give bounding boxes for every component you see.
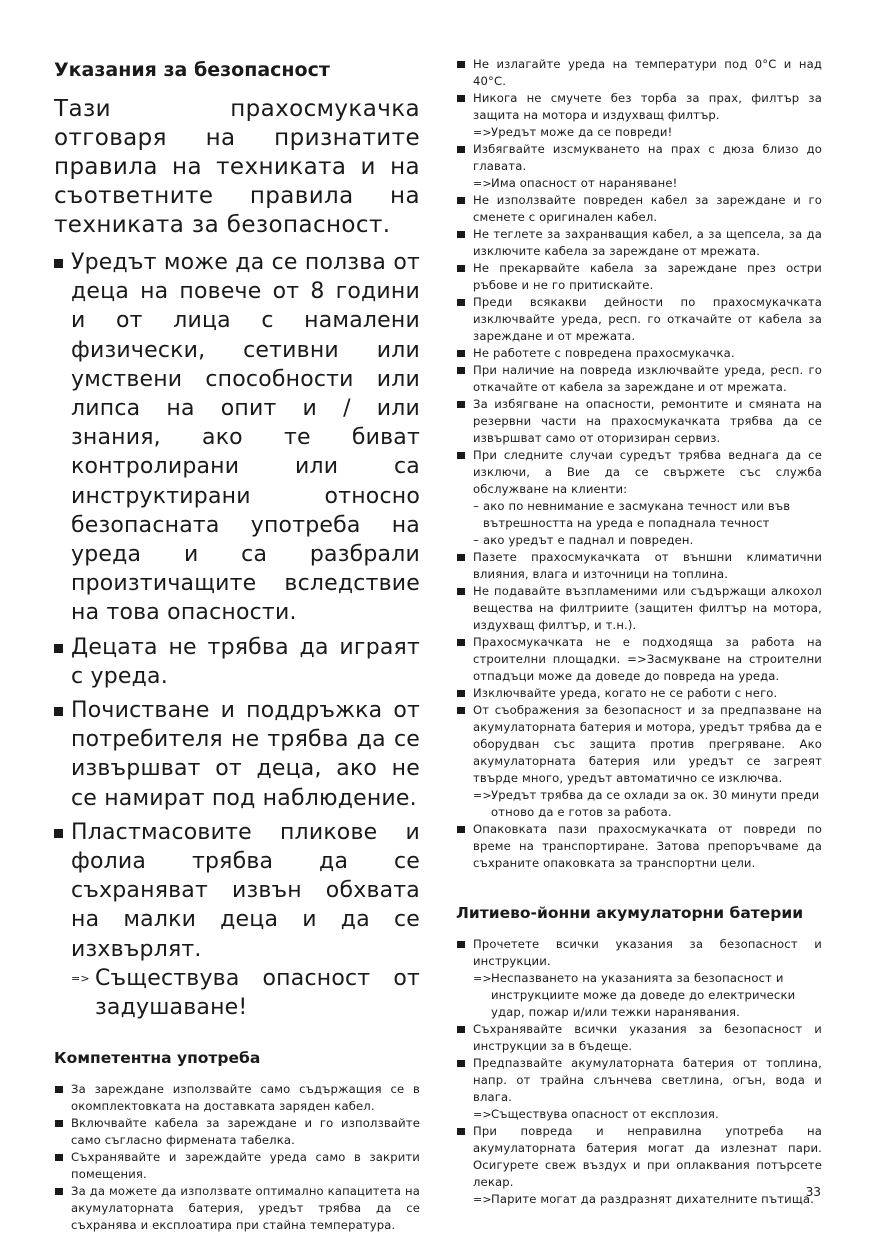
bullet-icon — [457, 690, 465, 698]
list-item: Никога не смучете без торба за прах, филтър за защита на мотора и издухващ филтър. => Уредът може да се повреди! — [456, 90, 822, 141]
arrow-icon: => — [473, 1193, 492, 1206]
bullet-icon — [55, 1188, 63, 1196]
warning-note: => Съществува опасност от експлозия. — [473, 1107, 719, 1121]
bullet-icon — [457, 1060, 465, 1068]
warning-note: => Съществува опасност от задушаване! — [71, 965, 420, 1021]
list-item: Пластмасовите пликове и фолиа трябва да се съхраняват извън обхвата на малки деца и да се изхвърлят. => Съществува опасност от задушаване! — [54, 818, 420, 1022]
bullet-icon — [55, 1154, 63, 1162]
bullet-icon — [457, 95, 465, 103]
battery-list — [456, 936, 822, 1208]
bullet-icon — [457, 231, 465, 239]
battery-section-title: Литиево-йонни акумулаторни батерии — [456, 904, 804, 922]
safety-instructions-list — [456, 56, 822, 872]
list-item: Не излагайте уреда на температури под 0°C и над 40°C. — [456, 56, 822, 90]
arrow-icon: => — [473, 789, 492, 802]
bullet-icon — [54, 707, 63, 716]
warning-note: => Парите могат да раздразнят дихателните пътища. — [473, 1192, 815, 1206]
arrow-icon: => — [473, 972, 492, 985]
list-item: За избягване на опасности, ремонтите и смяната на резервни части на прахосмукачката трябва да се извършват само от оторизиран сервиз. — [456, 396, 822, 447]
list-item: Не теглете за захранващия кабел, а за щепсела, за да изключите кабела за зареждане от мрежата. — [456, 226, 822, 260]
list-item: Прахосмукачката не е подходяща за работа на строителни площадки. =>Засмукване на строителни отпадъци може да доведе до повреда на уреда. — [456, 634, 822, 685]
list-item: Включвайте кабела за зареждане и го използвайте само съгласно фирмената табелка. — [54, 1115, 420, 1149]
bullet-icon — [54, 259, 63, 268]
list-item: При повреда и неправилна употреба на акумулаторната батерия могат да излезнат пари. Осигурете свеж въздух и при оплаквания потърсете лекар. => Парите могат да раздразнят дихателните пътища. — [456, 1123, 822, 1208]
bullet-icon — [457, 588, 465, 596]
list-item: Предпазвайте акумулаторната батерия от топлина, напр. от трайна слънчева светлина, огън, вода и влага. => Съществува опасност от експлозия. — [456, 1055, 822, 1123]
bullet-icon — [55, 1120, 63, 1128]
list-item: Не използвайте повреден кабел за зареждане и го сменете с оригинален кабел. — [456, 192, 822, 226]
page-number: 33 — [805, 1185, 821, 1199]
bullet-icon — [457, 639, 465, 647]
list-item: Избягвайте изсмукването на прах с дюза близо до главата. => Има опасност от нараняване! — [456, 141, 822, 192]
list-item: Изключвайте уреда, когато не се работи с него. — [456, 685, 822, 702]
bullet-icon — [55, 1086, 63, 1094]
bullet-icon — [457, 61, 465, 69]
warning-note: => Уредът трябва да се охлади за ок. 30 минути преди отново да е готов за работа. — [473, 788, 820, 819]
bullet-icon — [457, 826, 465, 834]
list-item: От съображения за безопасност и за предпазване на акумулаторната батерия и мотора, уредът трябва да е оборудван със защита против прегряване. Ако акумулаторната батерия или уредът се загреят твърде много, уредът автоматично се изключва. => Уредът трябва да се охлади за ок. 30 минути преди отново да е готов за работа. — [456, 702, 822, 821]
bullet-icon — [457, 299, 465, 307]
bullet-icon — [457, 265, 465, 273]
list-item: Прочетете всички указания за безопасност и инструкции. => Неспазването на указанията за безопасност и инструкциите може да доведе до електрически удар, пожар и/или тежки наранявания. — [456, 936, 822, 1021]
arrow-icon: => — [473, 177, 492, 190]
bullet-icon — [457, 941, 465, 949]
bullet-icon — [457, 554, 465, 562]
proper-use-title: Компетентна употреба — [54, 1049, 261, 1068]
proper-use-list — [54, 1081, 420, 1234]
arrow-icon: => — [71, 971, 90, 985]
list-item: Съхранявайте и зареждайте уреда само в закрити помещения. — [54, 1149, 420, 1183]
list-item: Пазете прахосмукачката от външни климатични влияния, влага и източници на топлина. — [456, 549, 822, 583]
intro-paragraph: Тази прахосмукачка отговаря на признатите правила на техниката и на съответните правила на техниката за безопасност. — [54, 96, 420, 238]
bullet-icon — [457, 350, 465, 358]
list-item: Децата не трябва да играят с уреда. — [54, 633, 420, 691]
bullet-icon — [54, 644, 63, 653]
safety-title: Указания за безопасност — [54, 59, 330, 81]
warning-note: => Уредът може да се повреди! — [473, 125, 673, 139]
list-item: При следните случаи суредът трябва веднага да се изключи, а Вие да се свържете със служба обслужване на клиенти: – ако по невнимание е засмукана течност или във вътрешността на уреда е попаднала течност – ако уредът е паднал и повреден. — [456, 447, 822, 549]
list-item: Почистване и поддръжка от потребителя не трябва да се извършват от деца, ако не се намират под наблюдение. — [54, 696, 420, 813]
list-item: Уредът може да се ползва от деца на повече от 8 години и от лица с намалени физически, сетивни или умствени способности или липса на опит и / или знания, ако те биват контролирани или са инструктирани относно безопасната употреба на уреда и са разбрали произтичащите вследствие на това опасности. — [54, 248, 420, 628]
list-item: Опаковката пази прахосмукачката от повреди по време на транспортиране. Затова препоръчваме да съхраните опаковката за транспортни цели. — [456, 821, 822, 872]
list-item: Не прекарвайте кабела за зареждане през остри ръбове и не го притискайте. — [456, 260, 822, 294]
arrow-icon: => — [473, 1108, 492, 1121]
bullet-icon — [457, 367, 465, 375]
list-item: За зареждане използвайте само съдържащия се в окомплектовката на доставката заряден кабел. — [54, 1081, 420, 1115]
arrow-icon: => — [473, 126, 492, 139]
bullet-icon — [457, 1026, 465, 1034]
list-item: Преди всякакви дейности по прахосмукачката изключвайте уреда, респ. го откачайте от кабела за зареждане и от мрежата. — [456, 294, 822, 345]
bullet-icon — [457, 452, 465, 460]
list-item: За да можете да използвате оптимално капацитета на акумулаторната батерия, уредът трябва да се съхранява и експлоатира при стайна температура. — [54, 1183, 420, 1234]
dash-item: – ако по невнимание е засмукана течност или във вътрешността на уреда е попаднала течност — [473, 499, 791, 530]
right-column — [456, 56, 822, 1208]
left-column — [54, 56, 420, 1234]
bullet-icon — [54, 829, 63, 838]
list-item: При наличие на повреда изключвайте уреда, респ. го откачайте от кабела за зареждане и от мрежата. — [456, 362, 822, 396]
list-item: Не работете с повредена прахосмукачка. — [456, 345, 822, 362]
warning-note: => Има опасност от нараняване! — [473, 176, 678, 190]
bullet-icon — [457, 146, 465, 154]
bullet-icon — [457, 707, 465, 715]
dash-item: – ако уредът е паднал и повреден. — [473, 533, 694, 547]
bullet-icon — [457, 197, 465, 205]
list-item: Не подавайте възпламеними или съдържащи алкохол вещества на филтриите (защитен филтър на мотора, издухващ филтър, и т.н.). — [456, 583, 822, 634]
list-item: Съхранявайте всички указания за безопасност и инструкции за в бъдеще. — [456, 1021, 822, 1055]
child-safety-list — [54, 248, 420, 1022]
bullet-icon — [457, 401, 465, 409]
bullet-icon — [457, 1128, 465, 1136]
warning-note: => Неспазването на указанията за безопасност и инструкциите може да доведе до електрически удар, пожар и/или тежки наранявания. — [473, 971, 796, 1019]
